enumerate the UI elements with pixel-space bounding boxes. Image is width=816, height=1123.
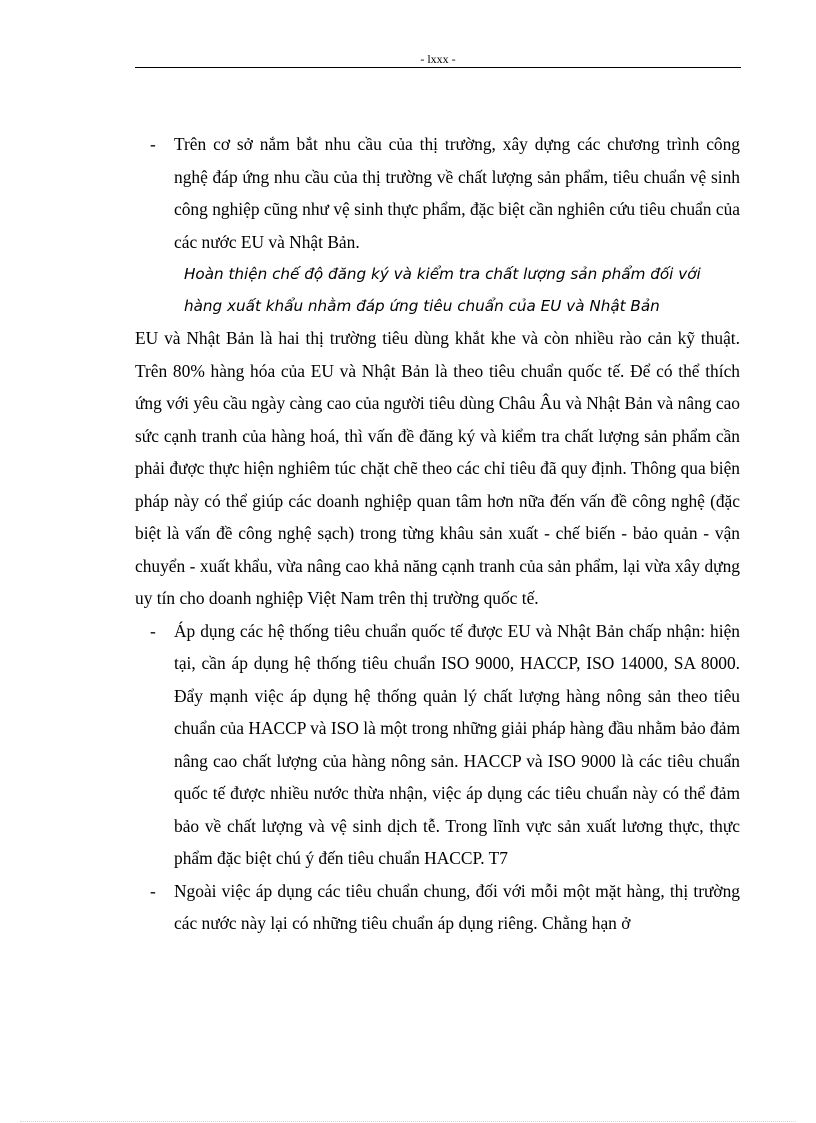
body-paragraph: EU và Nhật Bản là hai thị trường tiêu dùng khắt khe và còn nhiều rào cản kỹ thuật. Trên 80% hàng hóa của EU và Nhật Bản là theo tiêu chuẩn quốc tế. Để có thể thích ứng với yêu cầu ngày càng cao của người tiêu dùng Châu Âu và Nhật Bản và nâng cao sức cạnh tranh của hàng hoá, thì vấn đề đăng ký và kiểm tra chất lượng sản phẩm cần phải được thực hiện nghiêm túc chặt chẽ theo các chỉ tiêu đã quy định. Thông qua biện pháp này có thể giúp các doanh nghiệp quan tâm hơn nữa đến vấn đề công nghệ (đặc biệt là vấn đề công nghệ sạch) trong từng khâu sản xuất - chế biến - bảo quản - vận chuyển - xuất khẩu, vừa nâng cao khả năng cạnh tranh của sản phẩm, lại vừa xây dựng uy tín cho doanh nghiệp Việt Nam trên thị trường quốc tế. bbox=[135, 328, 740, 608]
bullet-text: Trên cơ sở nắm bắt nhu cầu của thị trường, xây dựng các chương trình công nghệ đáp ứng nhu cầu của thị trường về chất lượng sản phẩm, tiêu chuẩn vệ sinh công nghiệp cũng như vệ sinh thực phẩm, đặc biệt cần nghiên cứu tiêu chuẩn của các nước EU và Nhật Bản. bbox=[174, 134, 740, 252]
bullet-text: Ngoài việc áp dụng các tiêu chuẩn chung, đối với mỗi một mặt hàng, thị trường các nước này lại có những tiêu chuẩn áp dụng riêng. Chẳng hạn ở bbox=[174, 880, 740, 933]
bullet-item bbox=[135, 875, 740, 940]
bullet-dash: - bbox=[150, 134, 156, 154]
bullet-item bbox=[135, 615, 740, 875]
bullet-dash: - bbox=[150, 620, 156, 641]
bullet-text: Áp dụng các hệ thống tiêu chuẩn quốc tế được EU và Nhật Bản chấp nhận: hiện tại, cần áp dụng hệ thống tiêu chuẩn ISO 9000, HACCP, ISO 14000, SA 8000. Đẩy mạnh việc áp dụng hệ thống quản lý chất lượng hàng nông sản theo tiêu chuẩn của HACCP và ISO là một trong những giải pháp hàng đầu nhằm bảo đảm nâng cao chất lượng của hàng nông sản. HACCP và ISO 9000 là các tiêu chuẩn quốc tế được nhiều nước thừa nhận, việc áp dụng các tiêu chuẩn này có thể đảm bảo về chất lượng và vệ sinh dịch tễ. Trong lĩnh vực sản xuất lương thực, thực phẩm đặc biệt chú ý đến tiêu chuẩn HACCP. T7 bbox=[174, 620, 740, 868]
page-number: - lxxx - bbox=[420, 52, 456, 66]
bullet-dash: - bbox=[150, 880, 156, 901]
header-rule bbox=[135, 67, 741, 68]
section-subheading: Hoàn thiện chế độ đăng ký và kiểm tra chất lượng sản phẩm đối với hàng xuất khẩu nhằm đáp ứng tiêu chuẩn của EU và Nhật Bản bbox=[184, 265, 701, 315]
document-body bbox=[135, 128, 740, 940]
page-bottom-border bbox=[20, 1121, 796, 1122]
bullet-item bbox=[135, 128, 740, 258]
